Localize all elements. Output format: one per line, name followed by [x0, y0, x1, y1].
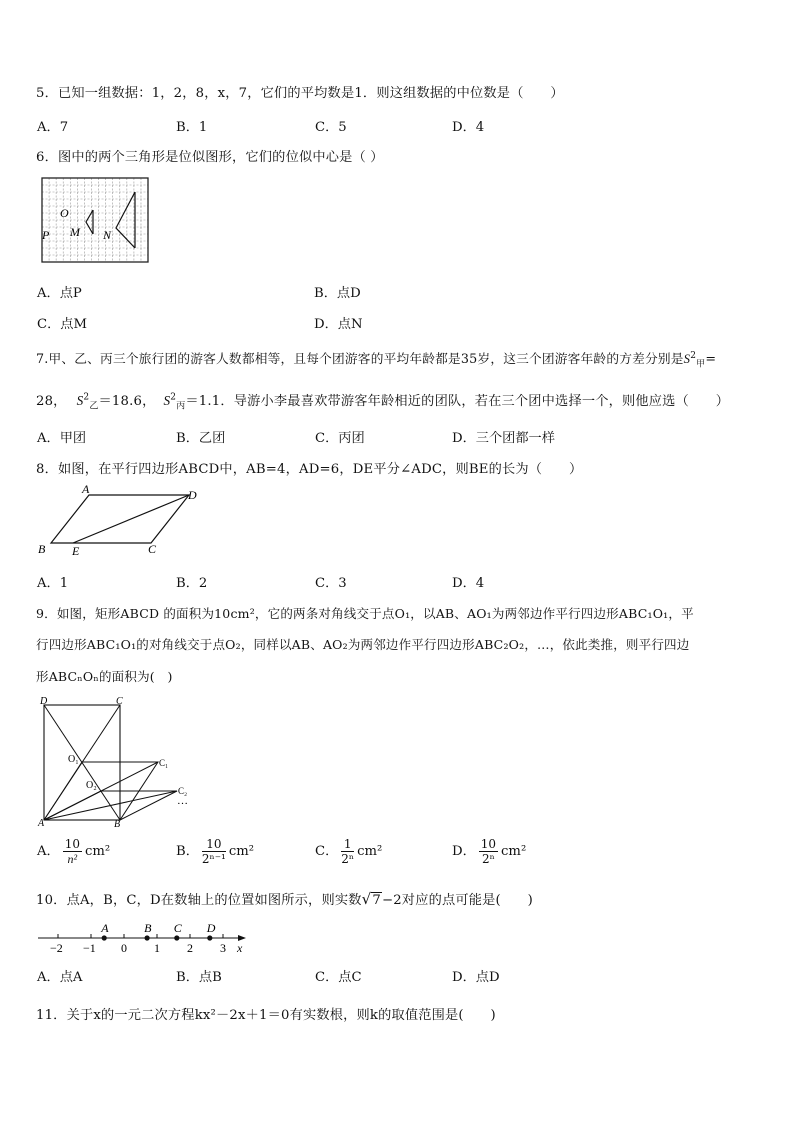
- point-label: A: [101, 921, 109, 935]
- q10-stem-b: −2对应的点可能是( ): [381, 893, 533, 908]
- q8-option-c: C．3: [315, 576, 347, 591]
- label-C: C: [148, 542, 157, 556]
- q9-b-num: 10: [202, 838, 226, 852]
- q7-sub-jia: 甲: [696, 359, 706, 370]
- label-B: B: [114, 819, 121, 830]
- point-B: [145, 935, 150, 940]
- tick-label: −1: [83, 941, 96, 955]
- point-label: C: [173, 921, 182, 935]
- q7-eq-yi: ＝18.6，: [98, 394, 156, 409]
- q9-b-fraction: [202, 838, 226, 865]
- sqrt-symbol: √: [361, 890, 372, 908]
- segment-DE: [73, 495, 189, 543]
- point-A: [102, 935, 107, 940]
- tick-label: 0: [121, 941, 127, 955]
- tick-label: 2: [187, 941, 193, 955]
- q9-a-num: 10: [64, 837, 80, 851]
- variance-jia-symbol: S: [683, 352, 691, 366]
- question-9-line-1: 9．如图，矩形ABCD 的面积为10cm²，它的两条对角线交于点O₁，以AB、AO₁为两邻边作平行四边形ABC₁O₁，平: [36, 606, 694, 621]
- point-label: D: [206, 921, 216, 935]
- axis-variable-label: x: [237, 941, 243, 955]
- label-B: B: [38, 542, 46, 556]
- variance-yi-symbol: S: [76, 393, 84, 408]
- label-D: D: [188, 488, 197, 502]
- q6-option-b: B．点D: [314, 286, 361, 301]
- point-D: [207, 935, 212, 940]
- q7-sup: 2: [170, 392, 177, 403]
- q8-option-d: D．4: [452, 576, 485, 591]
- label-O2: O₂: [86, 780, 97, 791]
- label-C: C: [116, 696, 123, 707]
- question-7-line-1: [36, 348, 716, 370]
- q6-option-c: C．点M: [37, 317, 87, 332]
- variance-bing-symbol: S: [163, 393, 171, 408]
- small-triangle: [86, 210, 93, 234]
- point-label: B: [144, 921, 152, 935]
- question-7-line-2: [36, 390, 729, 412]
- label-A: A: [38, 818, 45, 829]
- q5-option-b: B．1: [176, 120, 208, 135]
- point-C: [174, 935, 179, 940]
- q7-sup: 2: [83, 392, 90, 403]
- q6-option-d: D．点N: [314, 317, 363, 332]
- q9-d-fraction: [479, 838, 498, 865]
- q10-option-c: C．点C: [315, 970, 362, 985]
- tick-label: 1: [154, 941, 160, 955]
- q9-b-letter: B．: [176, 844, 199, 859]
- q6-grid-figure: [40, 176, 150, 264]
- q9-d-letter: D．: [452, 844, 476, 859]
- label-D: D: [40, 696, 48, 707]
- q7-eq-bing: ＝1.1．导游小李最喜欢带游客年龄相近的团队，若在三个团中选择一个，则他应选（ ）: [185, 394, 730, 409]
- q7-val-jia: 28，: [36, 394, 67, 409]
- parallelogram-ABCD: [51, 495, 189, 543]
- question-10-stem: [36, 889, 533, 908]
- label-E: E: [72, 544, 80, 558]
- q9-c-unit: cm²: [357, 844, 383, 859]
- q9-option-d: [452, 838, 526, 865]
- q7-eq-jia: =: [705, 351, 717, 366]
- question-11-stem: 11．关于x的一元二次方程kx²－2x＋1＝0有实数根，则k的取值范围是( ): [36, 1008, 496, 1023]
- q10-stem-a: 10．点A，B，C，D在数轴上的位置如图所示，则实数: [36, 893, 362, 908]
- q9-rectangle-figure: [36, 694, 196, 830]
- q7-option-c: C．丙团: [315, 431, 365, 446]
- q9-c-num: 1: [341, 838, 354, 852]
- q9-c-fraction: [341, 838, 354, 865]
- question-8-stem: 8．如图，在平行四边形ABCD中，AB=4，AD=6，DE平分∠ADC，则BE的长为（ ）: [36, 462, 583, 477]
- q7-sup: 2: [690, 350, 697, 361]
- q9-a-letter: A．: [37, 844, 60, 859]
- label-N: N: [103, 228, 112, 242]
- q9-d-num: 10: [480, 837, 497, 851]
- label-C2: C₂: [178, 786, 188, 796]
- q9-b-unit: cm²: [228, 844, 255, 859]
- q7-option-d: D．三个团都一样: [452, 431, 555, 446]
- q8-option-a: A．1: [37, 576, 69, 591]
- q9-option-b: [176, 838, 254, 865]
- question-9-line-3: 形ABCₙOₙ的面积为( ): [36, 669, 173, 684]
- q9-a-den: n²: [67, 852, 78, 866]
- q9-c-den: 2ⁿ: [341, 852, 355, 866]
- label-P: P: [42, 228, 50, 242]
- q8-option-b: B．2: [176, 576, 208, 591]
- q7-sub-bing: 丙: [176, 401, 186, 412]
- q9-option-a: [37, 838, 110, 865]
- question-5-stem: 5．已知一组数据：1，2，8，x，7，它们的平均数是1．则这组数据的中位数是（ ）: [36, 86, 564, 101]
- q9-d-unit: cm²: [501, 844, 527, 859]
- q7-option-a: A．甲团: [37, 431, 87, 446]
- q5-option-d: D．4: [452, 120, 485, 135]
- q10-option-b: B．点B: [176, 970, 222, 985]
- question-6-stem: 6．图中的两个三角形是位似图形，它们的位似中心是（ ）: [36, 150, 384, 165]
- q10-number-line: [36, 914, 256, 960]
- q5-option-c: C．5: [315, 120, 347, 135]
- q10-radicand: 7: [372, 893, 381, 908]
- q9-b-den: 2ⁿ⁻¹: [201, 852, 226, 866]
- label-O1: O₁: [68, 754, 79, 765]
- q9-a-unit: cm²: [85, 844, 111, 859]
- question-9-line-2: 行四边形ABC₁O₁的对角线交于点O₂，同样以AB、AO₂为两邻边作平行四边形ABC₂O₂，…，依此类推，则平行四边: [36, 637, 690, 652]
- ellipsis: …: [177, 795, 188, 807]
- q7-option-b: B．乙团: [176, 431, 226, 446]
- q9-a-fraction: [63, 838, 82, 865]
- label-O: O: [60, 206, 69, 220]
- q9-c-letter: C．: [315, 844, 339, 859]
- q6-option-a: A．点P: [37, 286, 82, 301]
- label-M: M: [70, 225, 80, 239]
- tick-label: 3: [220, 941, 226, 955]
- q7-stem-text: 7.甲、乙、丙三个旅行团的游客人数都相等，且每个团游客的平均年龄都是35岁，这三个团游客年龄的方差分别是: [36, 351, 684, 366]
- q8-parallelogram-figure: [36, 484, 216, 560]
- large-triangle: [116, 192, 135, 248]
- label-C1: C₁: [159, 758, 169, 768]
- tick-label: −2: [50, 941, 63, 955]
- q10-option-a: A．点A: [37, 970, 83, 985]
- q7-sub-yi: 乙: [89, 401, 99, 412]
- q5-option-a: A．7: [37, 120, 69, 135]
- q10-option-d: D．点D: [452, 970, 500, 985]
- label-A: A: [82, 482, 90, 496]
- q9-d-den: 2ⁿ: [481, 852, 495, 866]
- q9-option-c: [315, 838, 382, 865]
